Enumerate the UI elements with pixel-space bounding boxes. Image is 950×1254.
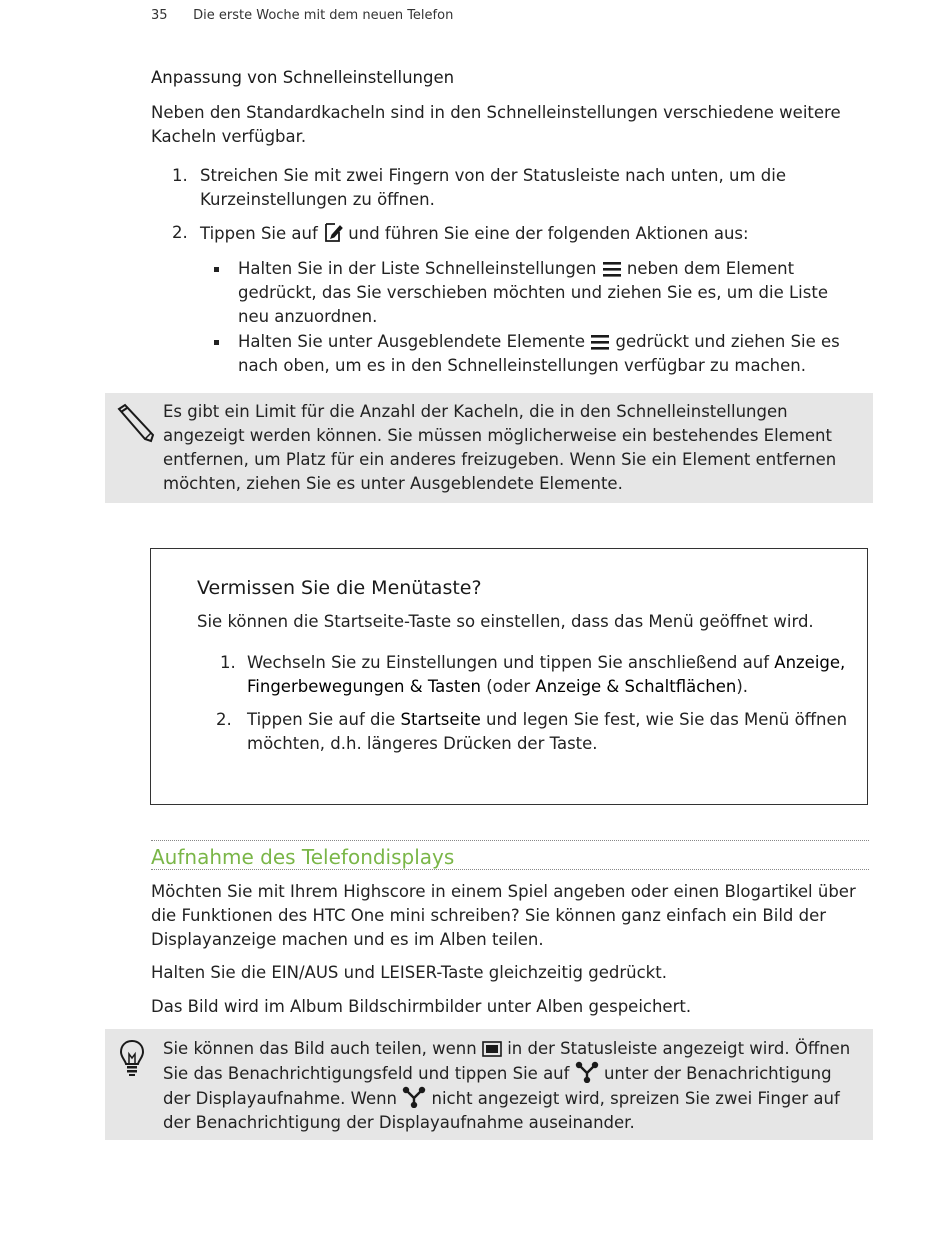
drag-handle-icon [590, 333, 610, 351]
subsection-title: Anpassung von Schnelleinstellungen [151, 68, 455, 87]
bold-term: Startseite [400, 710, 481, 729]
tip-box [105, 1029, 873, 1140]
list-text: Tippen Sie auf die [247, 710, 396, 729]
page-header [151, 8, 453, 23]
lightbulb-icon [119, 1039, 145, 1077]
list-number: 2. [216, 710, 232, 729]
box-intro: Sie können die Startseite-Taste so einstellen, dass das Menü geöffnet wird. [197, 612, 814, 631]
list-text: (oder [480, 677, 536, 696]
tip-text-part: Sie können das Bild auch teilen, wenn [163, 1039, 477, 1058]
list-number: 2. [172, 223, 188, 242]
section-title: Aufnahme des Telefondisplays [151, 845, 455, 869]
bullet-text: neben dem Element gedrückt, das Sie verschieben möchten und ziehen Sie es, um die Liste neu anzuordnen. [238, 259, 828, 326]
list-number: 1. [220, 653, 236, 672]
paragraph: Das Bild wird im Album Bildschirmbilder unter Alben gespeichert. [151, 997, 692, 1016]
bullet-marker [214, 340, 219, 345]
bullet-text: Halten Sie unter Ausgeblendete Elemente [238, 332, 586, 351]
list-text: Wechseln Sie zu Einstellungen und tippen Sie anschließend auf [247, 653, 770, 672]
tip-text-part: unter der Benachrichtigung der Displayaufnahme. Wenn [163, 1064, 832, 1108]
list-number: 1. [172, 166, 188, 185]
intro-paragraph: Neben den Standardkacheln sind in den Schnelleinstellungen verschiedene weitere Kacheln verfügbar. [151, 103, 841, 146]
bullet-text: Halten Sie in der Liste Schnelleinstellungen [238, 259, 597, 278]
page-number: 35 [151, 8, 168, 23]
edit-icon [323, 221, 343, 243]
list-text: Tippen Sie auf [200, 224, 318, 243]
bullet-marker [214, 267, 219, 272]
list-text: ). [736, 677, 749, 696]
tip-text-part: nicht angezeigt wird, spreizen Sie zwei Finger auf der Benachrichtigung der Displayaufnahme auseinander. [163, 1089, 840, 1132]
screenshot-icon [482, 1040, 502, 1058]
list-text: und führen Sie eine der folgenden Aktionen aus: [348, 224, 749, 243]
list-text: Streichen Sie mit zwei Fingern von der Statusleiste nach unten, um die Kurzeinstellungen zu öffnen. [200, 166, 786, 209]
chapter-title: Die erste Woche mit dem neuen Telefon [193, 8, 454, 23]
bold-term: Anzeige & Schaltflächen [535, 677, 737, 696]
bold-term: Anzeige, Fingerbewegungen & Tasten [247, 653, 846, 696]
share-icon [402, 1086, 426, 1108]
menu-key-box [150, 548, 868, 805]
paragraph: Halten Sie die EIN/AUS und LEISER-Taste gleichzeitig gedrückt. [151, 963, 667, 982]
box-title: Vermissen Sie die Menütaste? [197, 577, 482, 599]
section-divider-bottom [151, 869, 869, 870]
section-divider-top [151, 840, 869, 841]
drag-handle-icon [602, 260, 622, 278]
bullet-item [214, 257, 864, 329]
bullet-item [214, 330, 864, 378]
note-box [105, 393, 873, 503]
tip-text [163, 1037, 863, 1135]
tip-text-part: in der Statusleiste angezeigt wird. Öffnen Sie das Benachrichtigungsfeld und tippen Sie auf [163, 1039, 851, 1083]
note-text: Es gibt ein Limit für die Anzahl der Kacheln, die in den Schnelleinstellungen angezeigt werden können. Sie müssen möglicherweise ein bestehendes Element entfernen, um Platz für ein anderes freizugeben. Wenn Sie ein Element entfernen möchten, ziehen Sie es unter Ausgeblendete Elemente. [163, 402, 837, 493]
pencil-note-icon [115, 403, 155, 443]
list-text: und legen Sie fest, wie Sie das Menü öffnen möchten, d.h. längeres Drücken der Taste. [247, 710, 848, 753]
share-icon [575, 1061, 599, 1083]
paragraph: Möchten Sie mit Ihrem Highscore in einem Spiel angeben oder einen Blogartikel über die Funktionen des HTC One mini schreiben? Sie können ganz einfach ein Bild der Displayanzeige machen und es im Alben teilen. [151, 882, 856, 949]
bullet-text: gedrückt und ziehen Sie es nach oben, um es in den Schnelleinstellungen verfügbar zu machen. [238, 332, 840, 375]
